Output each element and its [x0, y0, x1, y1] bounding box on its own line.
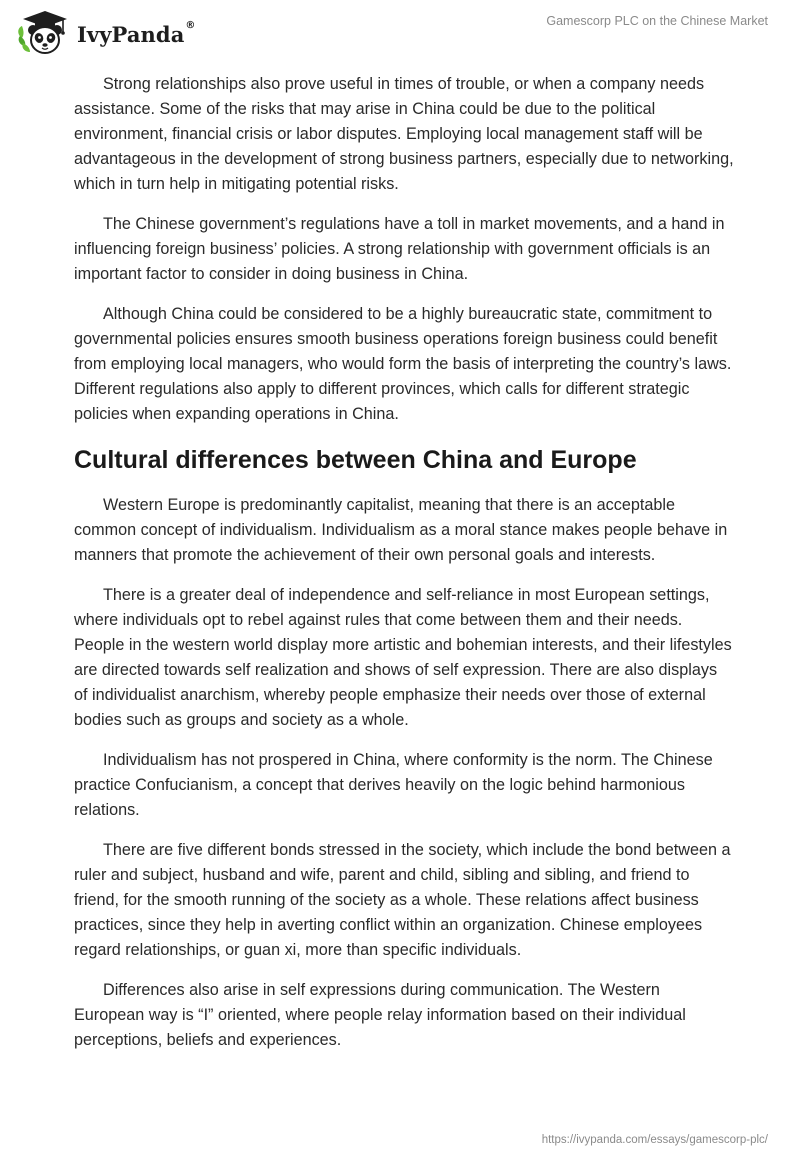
paragraph: Western Europe is predominantly capitalist, meaning that there is an acceptable common concept of individualism. Individualism as a moral stance makes people behave in manners that promote the achievement of their own personal goals and interests. — [74, 496, 728, 564]
paragraph: Strong relationships also prove useful in times of trouble, or when a company needs assistance. Some of the risks that may arise in China could be due to the political environment, financial crisis or labor disputes. Employing local management staff will be advantageous in the development of strong business partners, especially due to networking, which in turn help in mitigating potential risks. — [74, 75, 734, 193]
paragraph: There are five different bonds stressed in the society, which include the bond between a ruler and subject, husband and wife, parent and child, sibling and sibling, and friend to friend, for the smooth running of the society as a whole. These relations affect business practices, since they help in averting conflict within an organization. Chinese employees regard relationships, or guan xi, more than specific individuals. — [74, 841, 731, 959]
page-header — [0, 0, 800, 60]
ivypanda-logo[interactable] — [16, 8, 196, 56]
panda-graduate-icon — [16, 8, 74, 56]
document-title: Gamescorp PLC on the Chinese Market — [546, 14, 768, 28]
paragraph: Individualism has not prospered in China, where conformity is the norm. The Chinese practice Confucianism, a concept that derives heavily on the logic behind harmonious relations. — [74, 751, 713, 819]
essay-content — [74, 72, 734, 1068]
source-url[interactable]: https://ivypanda.com/essays/gamescorp-plc/ — [541, 1134, 768, 1146]
section-heading: Cultural differences between China and Europe — [74, 446, 637, 474]
paragraph: The Chinese government’s regulations have a toll in market movements, and a hand in influencing foreign business’ policies. A strong relationship with government officials is an important factor to consider in doing business in China. — [74, 215, 725, 283]
paragraph: Differences also arise in self expressions during communication. The Western European way is “I” oriented, where people relay information based on their individual perceptions, beliefs and experiences. — [74, 981, 686, 1049]
paragraph: There is a greater deal of independence and self-reliance in most European settings, where individuals opt to rebel against rules that come between them and their needs. People in the western world display more artistic and bohemian interests, and their lifestyles are directed towards self realization and shows of self expression. There are also displays of individualist anarchism, whereby people emphasize their needs over those of external bodies such as groups and society as a whole. — [74, 586, 732, 729]
paragraph: Although China could be considered to be a highly bureaucratic state, commitment to governmental policies ensures smooth business operations foreign business could benefit from employing local managers, who would form the basis of interpreting the country’s laws. Different regulations also apply to different provinces, which calls for different strategic policies when expanding operations in China. — [74, 305, 732, 423]
registered-mark: ® — [185, 19, 196, 31]
brand-name: IvyPanda® — [77, 19, 196, 47]
